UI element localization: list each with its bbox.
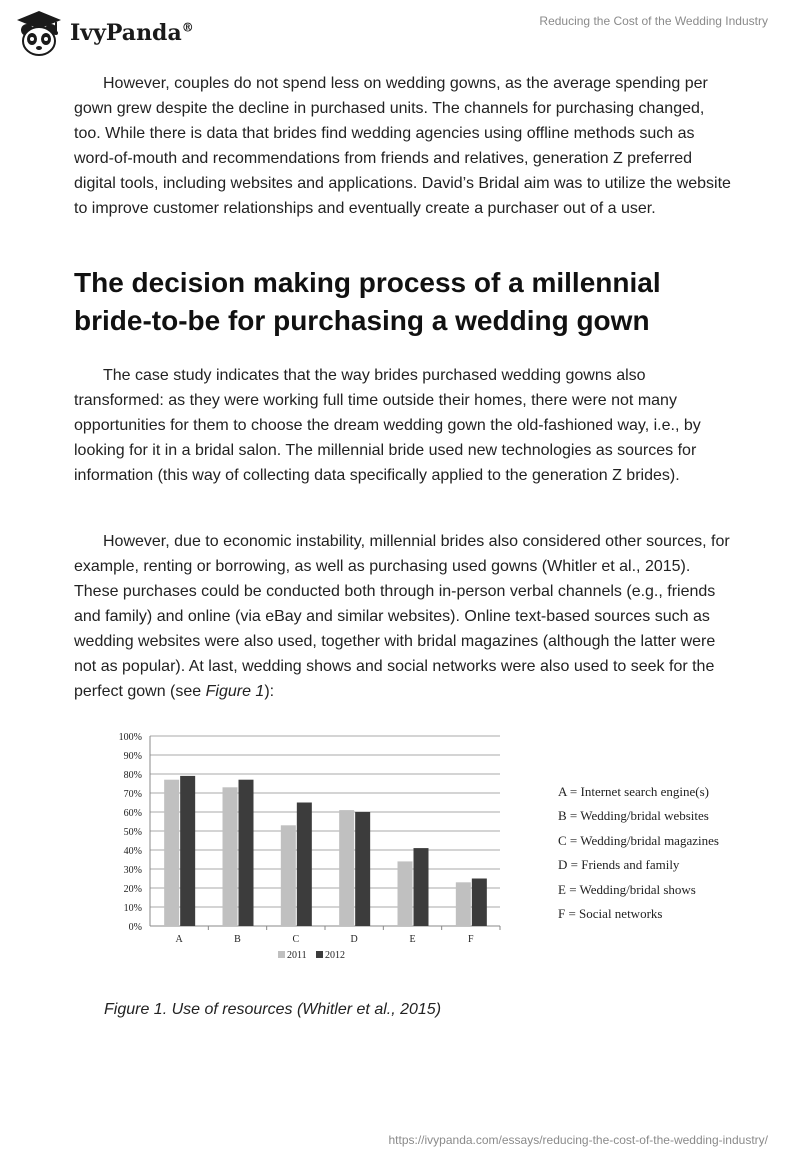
legend-swatch-2011 [278, 951, 285, 958]
bar-a-2011 [164, 780, 179, 926]
y-tick-label: 60% [123, 808, 142, 819]
paragraph-3-block [74, 529, 734, 704]
bar-a-2012 [180, 776, 195, 926]
y-tick-label: 20% [123, 884, 142, 895]
bar-e-2011 [398, 861, 413, 926]
paragraph-2: The case study indicates that the way brides purchased wedding gowns also transformed: as they were working full time outside their homes, there were not many opportunities for them to choose the dream wedding gown the old-fashioned way, i.e., by looking for it in a bridal salon. The millennial bride used new technologies as sources for information (this way of collecting data specifically applied to the generation Z brides). [74, 367, 701, 484]
bar-c-2012 [297, 803, 312, 927]
page-header [0, 0, 800, 70]
legend-swatch-2012 [316, 951, 323, 958]
bar-d-2012 [355, 812, 370, 926]
running-title: Reducing the Cost of the Wedding Industry [539, 14, 768, 28]
bar-f-2011 [456, 882, 471, 926]
paragraph-1-block [74, 71, 734, 221]
y-tick-label: 10% [123, 903, 142, 914]
section-heading-block [74, 264, 734, 340]
x-tick-label: D [350, 934, 358, 945]
bar-b-2012 [239, 780, 254, 926]
y-tick-label: 80% [123, 770, 142, 781]
x-tick-label: E [409, 934, 416, 945]
resources-bar-chart [110, 726, 530, 976]
y-tick-label: 0% [128, 922, 142, 933]
footer-url[interactable]: https://ivypanda.com/essays/reducing-the-cost-of-the-wedding-industry/ [388, 1133, 768, 1147]
y-tick-label: 30% [123, 865, 142, 876]
x-tick-label: C [292, 934, 300, 945]
legend-item-d: D = Friends and family [558, 857, 680, 873]
panda-icon [14, 8, 64, 58]
category-legend [558, 780, 719, 926]
y-tick-label: 90% [123, 751, 142, 762]
section-heading: The decision making process of a millennial bride-to-be for purchasing a wedding gown [74, 267, 661, 336]
legend-item-c: C = Wedding/bridal magazines [558, 832, 719, 848]
legend-label-2011: 2011 [287, 950, 307, 961]
paragraph-1: However, couples do not spend less on wedding gowns, as the average spending per gown grew despite the decline in purchased units. The channels for purchasing changed, too. While there is data that brides find wedding agencies using offline methods such as word-of-mouth and recommendations from friends and relatives, generation Z preferred digital tools, including websites and applications. David’s Bridal aim was to utilize the website to improve customer relationships and eventually create a purchaser out of a user. [74, 75, 731, 217]
legend-item-f: F = Social networks [558, 905, 663, 921]
paragraph-2-block [74, 363, 734, 488]
bar-f-2012 [472, 879, 487, 927]
legend-label-2012: 2012 [325, 950, 345, 961]
figure-1 [110, 726, 750, 976]
bar-e-2012 [414, 848, 429, 926]
bar-d-2011 [339, 810, 354, 926]
y-tick-label: 40% [123, 846, 142, 857]
paragraph-3-end: ): [264, 683, 275, 700]
paragraph-3-text: However, due to economic instability, millennial brides also considered other sources, for example, renting or borrowing, as well as purchasing used gowns (Whitler et al., 2015). These purchases could be conducted both through in-person verbal channels (e.g., friends and family) and online (via eBay and similar websites). Online text-based sources such as wedding websites were also used, together with bridal magazines (although the latter were not as popular). At last, wedding shows and social networks were also used to seek for the perfect gown (see [74, 533, 730, 700]
legend-item-a: A = Internet search engine(s) [558, 784, 709, 799]
figure-caption: Figure 1. Use of resources (Whitler et al., 2015) [104, 1001, 442, 1018]
x-tick-label: F [468, 934, 474, 945]
bar-b-2011 [223, 787, 238, 926]
brand-name: IvyPanda® [70, 20, 194, 46]
figure-reference: Figure 1 [205, 683, 265, 700]
x-tick-label: A [175, 934, 183, 945]
y-tick-label: 50% [123, 827, 142, 838]
bar-c-2011 [281, 825, 296, 926]
x-tick-label: B [234, 934, 241, 945]
legend-item-b: B = Wedding/bridal websites [558, 808, 709, 824]
y-tick-label: 70% [123, 789, 142, 800]
y-tick-label: 100% [118, 732, 142, 743]
legend-item-e: E = Wedding/bridal shows [558, 881, 696, 897]
ivypanda-logo[interactable] [14, 8, 194, 58]
paragraph-3 [74, 529, 734, 704]
